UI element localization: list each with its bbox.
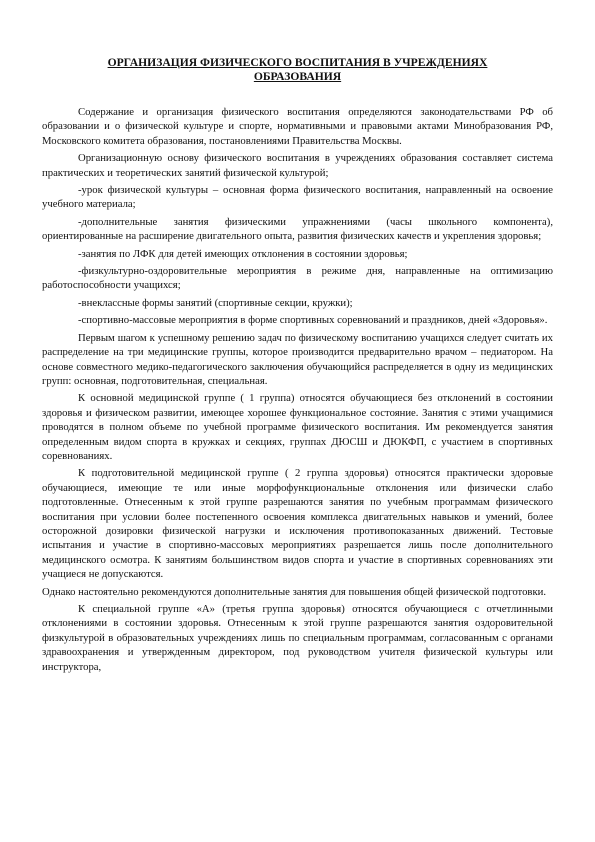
document-title: ОРГАНИЗАЦИЯ ФИЗИЧЕСКОГО ВОСПИТАНИЯ В УЧРЕЖДЕНИЯХ ОБРАЗОВАНИЯ [107, 56, 488, 83]
paragraph-intro: Содержание и организация физического воспитания определяются законодательствами РФ об образовании и о физической культуре и спорте, нормативными и правовыми актами Минобразования РФ, Московского комитета образования, постановлениями Правительства Москвы. [42, 106, 553, 147]
paragraph-main-group: К основной медицинской группе ( 1 группа) относятся обучающиеся без отклонений в состоянии здоровья и физическом развитии, имеющее хорошее функциональное состояние. Занятия с этими учащимися проводятся в полном объеме по учебной программе физического воспитания. Им рекомендуется занятия определенным видом спорта в кружках и секциях, группах ДЮСШ и ДЮКФП, с участием в спортивных соревнованиях. [42, 392, 553, 462]
list-item-lesson: -урок физической культуры – основная форма физического воспитания, направленный на освоение учебного материала; [42, 184, 553, 211]
paragraph-special-group: К специальной группе «А» (третья группа здоровья) относятся обучающиеся с отчетлинными отклонениями в состоянии здоровья. Отнесенным к этой группе разрешаются занятия оздоровительной физкультурой в образовательных учреждениях лишь по специальным программам, согласованным с органами здравоохранения и утвержденным директором, под руководством учителя физической культуры или инструктора, [42, 603, 553, 673]
list-item-daily-activities: -физкультурно-оздоровительные мероприятия в режиме дня, направленные на оптимизацию работоспособности учащихся; [42, 265, 553, 292]
paragraph-recommendation: Однако настоятельно рекомендуются дополнительные занятия для повышения общей физической подготовки. [42, 585, 547, 598]
paragraph-medical-groups: Первым шагом к успешному решению задач по физическому воспитанию учащихся следует считать их распределение на три медицинские группы, которое производится предварительно врачом – педиатором. На основе совместного медико-педагогического заключения обучающийся распределяется в одну из медицинских групп: основная, подготовительная, специальная. [42, 331, 553, 387]
list-item-extra-exercises: -дополнительные занятия физическими упражнениями (часы школьного компонента), ориентированные на расширение двигательного опыта, развития физических качеств и укрепления здоровья; [42, 215, 553, 243]
list-item-lfk: -занятия по ЛФК для детей имеющих отклонения в состоянии здоровья; [78, 247, 408, 260]
paragraph-organization: Организационную основу физического воспитания в учреждениях образования составляет система практических и теоретических занятий физической культурой; [42, 152, 553, 179]
list-item-extracurricular: -внеклассные формы занятий (спортивные секции, кружки); [78, 296, 353, 309]
paragraph-preparatory-group: К подготовительной медицинской группе ( 2 группа здоровья) относятся практически здоровые обучающиеся, имеющие те или иные морфофункциональные отклонения или физически слабо подготовленные. Отнесенным к этой группе разрешаются занятия по учебным программам физического воспитания при условии более постепенного освоения комплекса двигательных навыков и умений, более осторожной дозировки физической нагрузки и исключения противопоказанных движений. Тестовые испытания и участие в спортивно-массовых мероприятиях разрешается лишь после дополнительного медицинского осмотра. К занятиям большинством видов спорта и участие в спортивных соревнованиях эти учащиеся не допускаются. [42, 467, 553, 581]
list-item-sports-events: -спортивно-массовые мероприятия в форме спортивных соревнований и праздников, дней «Здоровья». [78, 314, 548, 327]
